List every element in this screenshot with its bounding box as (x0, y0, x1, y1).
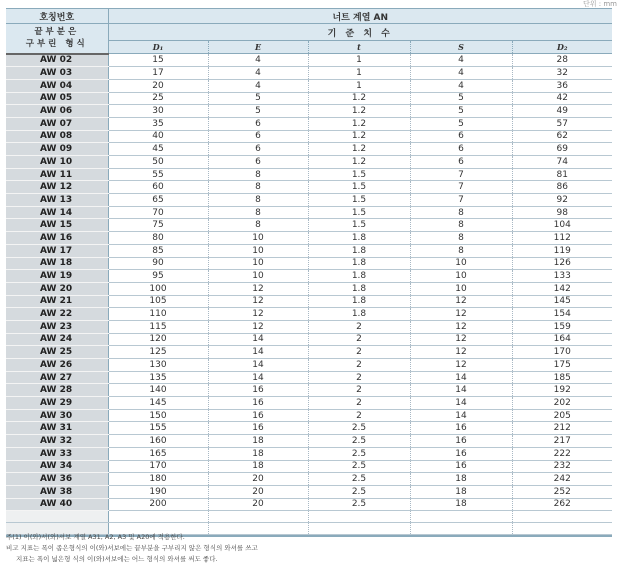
d1-cell: 135 (108, 371, 208, 384)
d1-cell: 160 (108, 435, 208, 448)
d2-cell: 252 (512, 485, 612, 498)
e-cell: 4 (208, 67, 308, 80)
empty-cell (108, 511, 208, 523)
d1-cell: 75 (108, 219, 208, 232)
table-row (6, 282, 612, 295)
call-number-cell: AW 32 (6, 435, 108, 448)
table-row (6, 384, 612, 397)
e-cell: 20 (208, 498, 308, 511)
table-row (6, 473, 612, 486)
t-cell: 1.5 (308, 181, 410, 194)
s-cell: 16 (410, 435, 512, 448)
d1-cell: 25 (108, 92, 208, 105)
table-row (6, 257, 612, 270)
table-row (6, 447, 612, 460)
d1-cell: 55 (108, 168, 208, 181)
call-number-cell: AW 18 (6, 257, 108, 270)
d2-cell: 92 (512, 194, 612, 207)
s-cell: 14 (410, 409, 512, 422)
d1-cell: 60 (108, 181, 208, 194)
call-number-cell: AW 12 (6, 181, 108, 194)
t-cell: 2.5 (308, 473, 410, 486)
s-cell: 12 (410, 346, 512, 359)
e-cell: 12 (208, 295, 308, 308)
t-cell: 1.2 (308, 92, 410, 105)
t-cell: 1.2 (308, 143, 410, 156)
d2-cell: 98 (512, 206, 612, 219)
table-row (6, 54, 612, 67)
d1-cell: 140 (108, 384, 208, 397)
d1-cell: 170 (108, 460, 208, 473)
call-number-cell: AW 30 (6, 409, 108, 422)
d1-cell: 15 (108, 54, 208, 67)
table-row (6, 397, 612, 410)
table-row (6, 232, 612, 245)
e-cell: 5 (208, 105, 308, 118)
t-cell: 1.2 (308, 117, 410, 130)
call-number-cell: AW 38 (6, 485, 108, 498)
footnotes (6, 532, 258, 565)
column-header-e: E (208, 41, 308, 54)
table-row (6, 308, 612, 321)
column-header-t: t (308, 41, 410, 54)
d1-cell: 115 (108, 320, 208, 333)
empty-cell (308, 523, 410, 535)
table-row (6, 485, 612, 498)
table-row (6, 105, 612, 118)
bent-type-line1: 끝부분은 (34, 27, 80, 38)
call-number-cell: AW 29 (6, 397, 108, 410)
table-row (6, 320, 612, 333)
table-row (6, 270, 612, 283)
s-cell: 12 (410, 359, 512, 372)
call-number-cell: AW 14 (6, 206, 108, 219)
s-cell: 7 (410, 168, 512, 181)
d2-cell: 217 (512, 435, 612, 448)
e-cell: 16 (208, 384, 308, 397)
call-number-cell: AW 07 (6, 117, 108, 130)
d1-cell: 105 (108, 295, 208, 308)
footnote-1: 주(1) 이(와)셔(와)셔보 계열 A31, A2, A3 및 A20에 적용한다. (6, 533, 185, 541)
table-row (6, 168, 612, 181)
call-number-cell: AW 33 (6, 447, 108, 460)
d2-cell: 232 (512, 460, 612, 473)
series-title-header: 너트 계열 AN (108, 9, 612, 24)
call-number-cell: AW 25 (6, 346, 108, 359)
call-number-cell: AW 34 (6, 460, 108, 473)
s-cell: 16 (410, 447, 512, 460)
e-cell: 16 (208, 397, 308, 410)
e-cell: 16 (208, 409, 308, 422)
call-number-cell: AW 31 (6, 422, 108, 435)
e-cell: 10 (208, 257, 308, 270)
call-number-cell: AW 36 (6, 473, 108, 486)
call-number-cell: AW 40 (6, 498, 108, 511)
table-row (6, 435, 612, 448)
empty-row (6, 511, 612, 523)
e-cell: 12 (208, 282, 308, 295)
s-cell: 18 (410, 473, 512, 486)
d1-cell: 45 (108, 143, 208, 156)
table-row (6, 422, 612, 435)
e-cell: 12 (208, 308, 308, 321)
table-row (6, 206, 612, 219)
s-cell: 5 (410, 117, 512, 130)
t-cell: 2 (308, 346, 410, 359)
s-cell: 8 (410, 219, 512, 232)
e-cell: 18 (208, 460, 308, 473)
d2-cell: 212 (512, 422, 612, 435)
call-number-cell: AW 04 (6, 79, 108, 92)
s-cell: 8 (410, 232, 512, 245)
e-cell: 6 (208, 117, 308, 130)
s-cell: 5 (410, 105, 512, 118)
s-cell: 12 (410, 333, 512, 346)
call-number-cell: AW 05 (6, 92, 108, 105)
table-body (6, 54, 612, 537)
t-cell: 1.8 (308, 270, 410, 283)
d1-cell: 200 (108, 498, 208, 511)
t-cell: 1 (308, 54, 410, 67)
call-number-cell: AW 11 (6, 168, 108, 181)
bent-type-header (6, 24, 108, 54)
call-number-cell: AW 13 (6, 194, 108, 207)
s-cell: 12 (410, 320, 512, 333)
call-number-cell: AW 10 (6, 156, 108, 169)
call-number-cell: AW 24 (6, 333, 108, 346)
d2-cell: 49 (512, 105, 612, 118)
d1-cell: 85 (108, 244, 208, 257)
footnote-2: 비고 지표는 폭이 좁은형식의 이(와)셔보에는 끝부분을 구부리지 않은 형식의 와셔를 쓰고 (6, 544, 258, 552)
d2-cell: 145 (512, 295, 612, 308)
s-cell: 16 (410, 460, 512, 473)
e-cell: 20 (208, 473, 308, 486)
s-cell: 14 (410, 384, 512, 397)
call-number-cell: AW 08 (6, 130, 108, 143)
d1-cell: 125 (108, 346, 208, 359)
t-cell: 1.5 (308, 168, 410, 181)
e-cell: 8 (208, 206, 308, 219)
call-number-cell: AW 21 (6, 295, 108, 308)
e-cell: 10 (208, 244, 308, 257)
table-row (6, 498, 612, 511)
column-header-s: S (410, 41, 512, 54)
t-cell: 1.2 (308, 130, 410, 143)
t-cell: 1.8 (308, 282, 410, 295)
t-cell: 2 (308, 333, 410, 346)
t-cell: 1 (308, 67, 410, 80)
e-cell: 6 (208, 130, 308, 143)
call-number-cell: AW 02 (6, 54, 108, 67)
empty-cell (512, 511, 612, 523)
d1-cell: 190 (108, 485, 208, 498)
t-cell: 1.2 (308, 156, 410, 169)
d1-cell: 100 (108, 282, 208, 295)
call-number-cell: AW 19 (6, 270, 108, 283)
t-cell: 2 (308, 359, 410, 372)
call-number-cell: AW 26 (6, 359, 108, 372)
d2-cell: 133 (512, 270, 612, 283)
s-cell: 16 (410, 422, 512, 435)
d1-cell: 150 (108, 409, 208, 422)
call-number-cell: AW 22 (6, 308, 108, 321)
column-header-d1: D₁ (108, 41, 208, 54)
d1-cell: 40 (108, 130, 208, 143)
s-cell: 6 (410, 156, 512, 169)
t-cell: 2.5 (308, 498, 410, 511)
s-cell: 10 (410, 270, 512, 283)
e-cell: 4 (208, 79, 308, 92)
d1-cell: 70 (108, 206, 208, 219)
d1-cell: 120 (108, 333, 208, 346)
call-number-cell: AW 17 (6, 244, 108, 257)
e-cell: 18 (208, 435, 308, 448)
d2-cell: 104 (512, 219, 612, 232)
e-cell: 8 (208, 219, 308, 232)
t-cell: 2.5 (308, 422, 410, 435)
e-cell: 10 (208, 270, 308, 283)
d2-cell: 62 (512, 130, 612, 143)
table-row (6, 67, 612, 80)
d2-cell: 36 (512, 79, 612, 92)
d2-cell: 81 (512, 168, 612, 181)
d2-cell: 57 (512, 117, 612, 130)
e-cell: 16 (208, 422, 308, 435)
call-number-cell: AW 28 (6, 384, 108, 397)
table-row (6, 92, 612, 105)
t-cell: 2 (308, 397, 410, 410)
s-cell: 8 (410, 206, 512, 219)
d2-cell: 222 (512, 447, 612, 460)
s-cell: 6 (410, 130, 512, 143)
s-cell: 14 (410, 397, 512, 410)
s-cell: 10 (410, 282, 512, 295)
d1-cell: 155 (108, 422, 208, 435)
d1-cell: 145 (108, 397, 208, 410)
t-cell: 2.5 (308, 485, 410, 498)
e-cell: 14 (208, 371, 308, 384)
d1-cell: 95 (108, 270, 208, 283)
empty-cell (410, 511, 512, 523)
s-cell: 12 (410, 308, 512, 321)
e-cell: 12 (208, 320, 308, 333)
call-number-cell: AW 16 (6, 232, 108, 245)
d2-cell: 159 (512, 320, 612, 333)
table-row (6, 219, 612, 232)
column-header-d2: D₂ (512, 41, 612, 54)
table-row (6, 181, 612, 194)
e-cell: 8 (208, 194, 308, 207)
e-cell: 6 (208, 156, 308, 169)
footnote-3: 지표는 폭이 넓은형 식의 이(와)셔보에는 어느 형식의 와셔를 써도 좋다. (16, 555, 218, 563)
t-cell: 1.8 (308, 295, 410, 308)
empty-cell (208, 511, 308, 523)
table-row (6, 130, 612, 143)
table-row (6, 371, 612, 384)
call-number-cell: AW 23 (6, 320, 108, 333)
empty-cell (512, 523, 612, 535)
d1-cell: 130 (108, 359, 208, 372)
call-number-cell: AW 09 (6, 143, 108, 156)
d2-cell: 112 (512, 232, 612, 245)
s-cell: 8 (410, 244, 512, 257)
d1-cell: 180 (108, 473, 208, 486)
call-number-cell: AW 20 (6, 282, 108, 295)
table-row (6, 460, 612, 473)
reference-dimensions-header: 기 준 치 수 (108, 24, 612, 41)
e-cell: 14 (208, 333, 308, 346)
table-row (6, 295, 612, 308)
e-cell: 8 (208, 181, 308, 194)
table-row (6, 409, 612, 422)
d2-cell: 126 (512, 257, 612, 270)
s-cell: 6 (410, 143, 512, 156)
t-cell: 1.2 (308, 105, 410, 118)
e-cell: 14 (208, 359, 308, 372)
d2-cell: 205 (512, 409, 612, 422)
s-cell: 4 (410, 54, 512, 67)
t-cell: 1.5 (308, 194, 410, 207)
d2-cell: 154 (512, 308, 612, 321)
e-cell: 6 (208, 143, 308, 156)
d1-cell: 20 (108, 79, 208, 92)
d2-cell: 242 (512, 473, 612, 486)
table-row (6, 156, 612, 169)
d2-cell: 119 (512, 244, 612, 257)
call-number-cell: AW 03 (6, 67, 108, 80)
d2-cell: 32 (512, 67, 612, 80)
t-cell: 1.8 (308, 244, 410, 257)
t-cell: 1.8 (308, 308, 410, 321)
t-cell: 1.8 (308, 232, 410, 245)
d1-cell: 17 (108, 67, 208, 80)
s-cell: 18 (410, 498, 512, 511)
e-cell: 5 (208, 92, 308, 105)
d1-cell: 110 (108, 308, 208, 321)
bent-type-line2: 구부린 형식 (25, 39, 88, 50)
table-row (6, 359, 612, 372)
t-cell: 1.5 (308, 206, 410, 219)
unit-label: 단위 : mm (583, 0, 617, 8)
e-cell: 20 (208, 485, 308, 498)
t-cell: 2.5 (308, 447, 410, 460)
s-cell: 5 (410, 92, 512, 105)
washer-dimension-table (6, 8, 612, 537)
e-cell: 18 (208, 447, 308, 460)
table-row (6, 79, 612, 92)
s-cell: 7 (410, 194, 512, 207)
s-cell: 4 (410, 79, 512, 92)
e-cell: 8 (208, 168, 308, 181)
table-row (6, 143, 612, 156)
d1-cell: 35 (108, 117, 208, 130)
call-number-header: 호칭번호 (6, 9, 108, 24)
table-row (6, 244, 612, 257)
e-cell: 4 (208, 54, 308, 67)
d2-cell: 69 (512, 143, 612, 156)
table-row (6, 346, 612, 359)
call-number-cell: AW 27 (6, 371, 108, 384)
t-cell: 1 (308, 79, 410, 92)
s-cell: 14 (410, 371, 512, 384)
d1-cell: 80 (108, 232, 208, 245)
empty-cell (6, 511, 108, 523)
d2-cell: 192 (512, 384, 612, 397)
s-cell: 12 (410, 295, 512, 308)
t-cell: 2 (308, 409, 410, 422)
t-cell: 2 (308, 371, 410, 384)
d1-cell: 165 (108, 447, 208, 460)
table-row (6, 117, 612, 130)
d2-cell: 185 (512, 371, 612, 384)
d2-cell: 164 (512, 333, 612, 346)
t-cell: 1.5 (308, 219, 410, 232)
d1-cell: 30 (108, 105, 208, 118)
t-cell: 1.8 (308, 257, 410, 270)
d2-cell: 202 (512, 397, 612, 410)
d2-cell: 74 (512, 156, 612, 169)
empty-cell (410, 523, 512, 535)
call-number-cell: AW 06 (6, 105, 108, 118)
d1-cell: 50 (108, 156, 208, 169)
e-cell: 14 (208, 346, 308, 359)
s-cell: 7 (410, 181, 512, 194)
d1-cell: 90 (108, 257, 208, 270)
t-cell: 2 (308, 384, 410, 397)
table-row (6, 194, 612, 207)
t-cell: 2.5 (308, 435, 410, 448)
call-number-cell: AW 15 (6, 219, 108, 232)
d2-cell: 142 (512, 282, 612, 295)
table-row (6, 333, 612, 346)
e-cell: 10 (208, 232, 308, 245)
s-cell: 4 (410, 67, 512, 80)
t-cell: 2 (308, 320, 410, 333)
d2-cell: 175 (512, 359, 612, 372)
d2-cell: 42 (512, 92, 612, 105)
d2-cell: 28 (512, 54, 612, 67)
s-cell: 10 (410, 257, 512, 270)
s-cell: 18 (410, 485, 512, 498)
d1-cell: 65 (108, 194, 208, 207)
d2-cell: 262 (512, 498, 612, 511)
empty-cell (308, 511, 410, 523)
t-cell: 2.5 (308, 460, 410, 473)
d2-cell: 170 (512, 346, 612, 359)
d2-cell: 86 (512, 181, 612, 194)
